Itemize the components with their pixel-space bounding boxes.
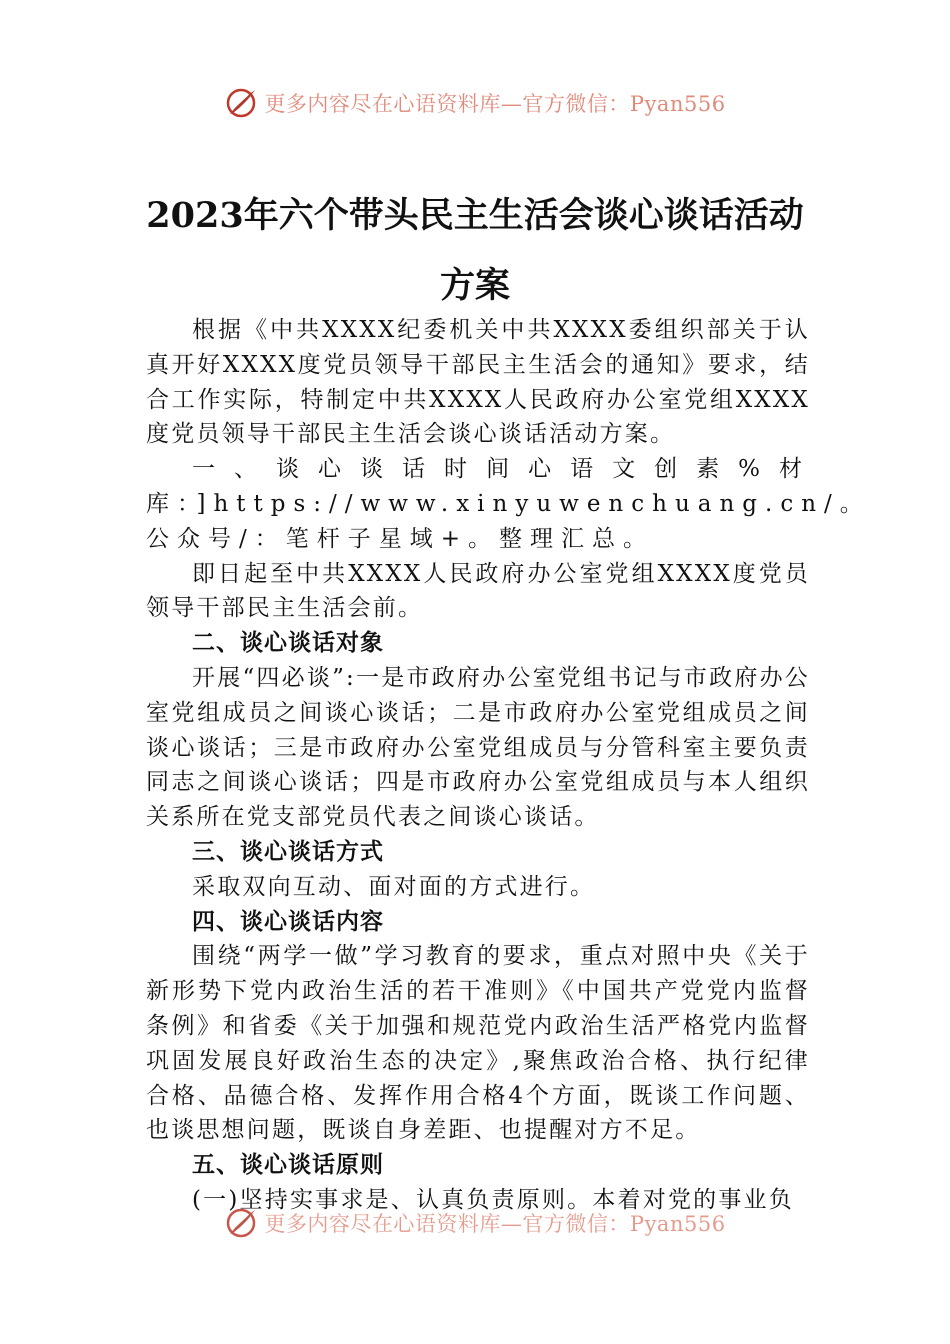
paragraph-method: 采取双向互动、面对面的方式进行。 <box>192 873 596 900</box>
quill-logo-icon <box>224 1206 258 1240</box>
footer-watermark-text: 更多内容尽在心语资料库—官方微信：Pyan556 <box>264 1212 726 1236</box>
footer-watermark-banner <box>0 1203 950 1243</box>
paragraph-intro: 根据《中共XXXX纪委机关中共XXXX委组织部关于认真开好XXXX度党员领导干部民主生活会的通知》要求，结合工作实际，特制定中共XXXX人民政府办公室党组XXXX度党员领导干部民主生活会谈心谈话活动方案。 <box>146 317 810 448</box>
document-title-line-2: 方案 <box>439 265 510 306</box>
section-heading-2: 二、谈心谈话对象 <box>192 630 384 657</box>
section-heading-3: 三、谈心谈话方式 <box>192 838 384 865</box>
paragraph-content: 围绕“两学一做”学习教育的要求，重点对照中央《关于新形势下党内政治生活的若干准则》《中国共产党党内监督条例》和省委《关于加强和规范党内政治生活严格党内监督巩固发展良好政治生态的决定》,聚焦政治合格、执行纪律合格、品德合格、发挥作用合格4个方面，既谈工作问题、也谈思想问题，既谈自身差距、也提醒对方不足。 <box>146 943 810 1144</box>
document-title-line-1: 2023年六个带头民主生活会谈心谈话活动 <box>146 195 804 236</box>
paragraph-section-1: 一、谈心谈话时间心语文创素%材库：]https://www.xinyuwenchuang.cn/。公众号/：笔杆子星域+。整理汇总。 <box>146 456 871 552</box>
header-watermark-banner <box>0 83 950 123</box>
section-heading-5: 五、谈心谈话原则 <box>192 1152 384 1179</box>
paragraph-time: 即日起至中共XXXX人民政府办公室党组XXXX度党员领导干部民主生活会前。 <box>146 560 810 622</box>
paragraph-principle-1: (一)坚持实事求是、认真负责原则。本着对党的事业负 <box>192 1186 794 1213</box>
section-heading-4: 四、谈心谈话内容 <box>192 908 384 935</box>
header-watermark-text: 更多内容尽在心语资料库—官方微信：Pyan556 <box>264 92 726 116</box>
document-body <box>146 313 871 1218</box>
paragraph-targets: 开展“四必谈”:一是市政府办公室党组书记与市政府办公室党组成员之间谈心谈话；二是市政府办公室党组成员之间谈心谈话；三是市政府办公室党组成员与分管科室主要负责同志之间谈心谈话；四是市政府办公室党组成员与本人组织关系所在党支部党员代表之间谈心谈话。 <box>146 664 810 831</box>
quill-logo-icon <box>224 86 258 120</box>
